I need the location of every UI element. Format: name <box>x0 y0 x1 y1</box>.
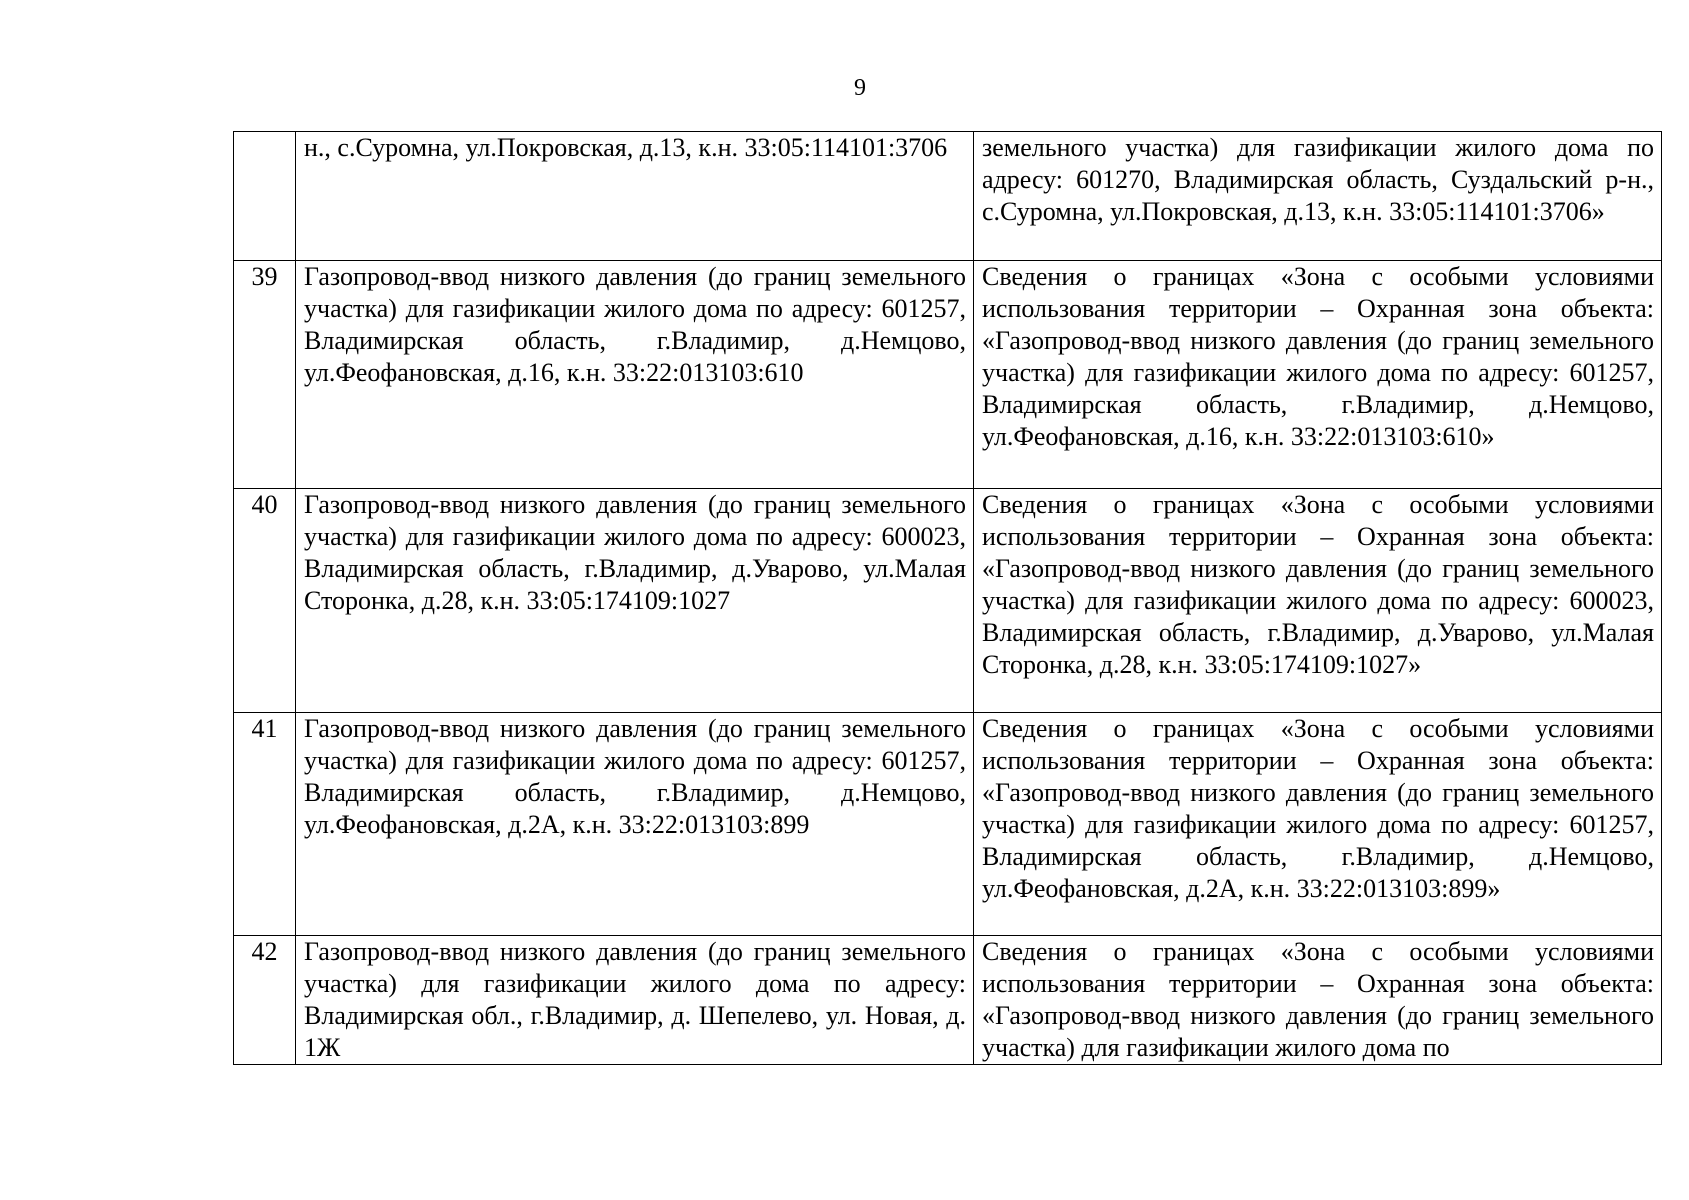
table-row <box>234 713 1662 936</box>
object-description-cell: Газопровод-ввод низкого давления (до границ земельного участка) для газификации жилого дома по адресу: 601257, Владимирская область, г.Владимир, д.Немцово, ул.Феофановская, д.16, к.н. 33:22:013103:610 <box>296 261 974 489</box>
object-description-cell: Газопровод-ввод низкого давления (до границ земельного участка) для газификации жилого дома по адресу: Владимирская обл., г.Владимир, д. Шепелево, ул. Новая, д. 1Ж <box>296 936 974 1065</box>
row-number-cell <box>234 132 296 261</box>
object-description-cell: Газопровод-ввод низкого давления (до границ земельного участка) для газификации жилого дома по адресу: 600023, Владимирская область, г.Владимир, д.Уварово, ул.Малая Сторонка, д.28, к.н. 33:05:174109:1027 <box>296 489 974 713</box>
zone-info-cell: Сведения о границах «Зона с особыми условиями использования территории – Охранная зона объекта: «Газопровод-ввод низкого давления (до границ земельного участка) для газификации жилого дома по адресу: 601257, Владимирская область, г.Владимир, д.Немцово, ул.Феофановская, д.2А, к.н. 33:22:013103:899» <box>974 713 1662 936</box>
table-row <box>234 936 1662 1065</box>
zone-info-cell: земельного участка) для газификации жилого дома по адресу: 601270, Владимирская область, Суздальский р-н., с.Суромна, ул.Покровская, д.13, к.н. 33:05:114101:3706» <box>974 132 1662 261</box>
object-description-cell: н., с.Суромна, ул.Покровская, д.13, к.н. 33:05:114101:3706 <box>296 132 974 261</box>
table-row <box>234 261 1662 489</box>
table-row <box>234 489 1662 713</box>
row-number-cell: 40 <box>234 489 296 713</box>
page-number: 9 <box>854 75 866 101</box>
registry-table <box>233 131 1662 1065</box>
zone-info-cell: Сведения о границах «Зона с особыми условиями использования территории – Охранная зона объекта: «Газопровод-ввод низкого давления (до границ земельного участка) для газификации жилого дома по адресу: 601257, Владимирская область, г.Владимир, д.Немцово, ул.Феофановская, д.16, к.н. 33:22:013103:610» <box>974 261 1662 489</box>
object-description-cell: Газопровод-ввод низкого давления (до границ земельного участка) для газификации жилого дома по адресу: 601257, Владимирская область, г.Владимир, д.Немцово, ул.Феофановская, д.2А, к.н. 33:22:013103:899 <box>296 713 974 936</box>
zone-info-cell: Сведения о границах «Зона с особыми условиями использования территории – Охранная зона объекта: «Газопровод-ввод низкого давления (до границ земельного участка) для газификации жилого дома по <box>974 936 1662 1065</box>
row-number-cell: 39 <box>234 261 296 489</box>
zone-info-cell: Сведения о границах «Зона с особыми условиями использования территории – Охранная зона объекта: «Газопровод-ввод низкого давления (до границ земельного участка) для газификации жилого дома по адресу: 600023, Владимирская область, г.Владимир, д.Уварово, ул.Малая Сторонка, д.28, к.н. 33:05:174109:1027» <box>974 489 1662 713</box>
row-number-cell: 42 <box>234 936 296 1065</box>
row-number-cell: 41 <box>234 713 296 936</box>
table-row <box>234 132 1662 261</box>
